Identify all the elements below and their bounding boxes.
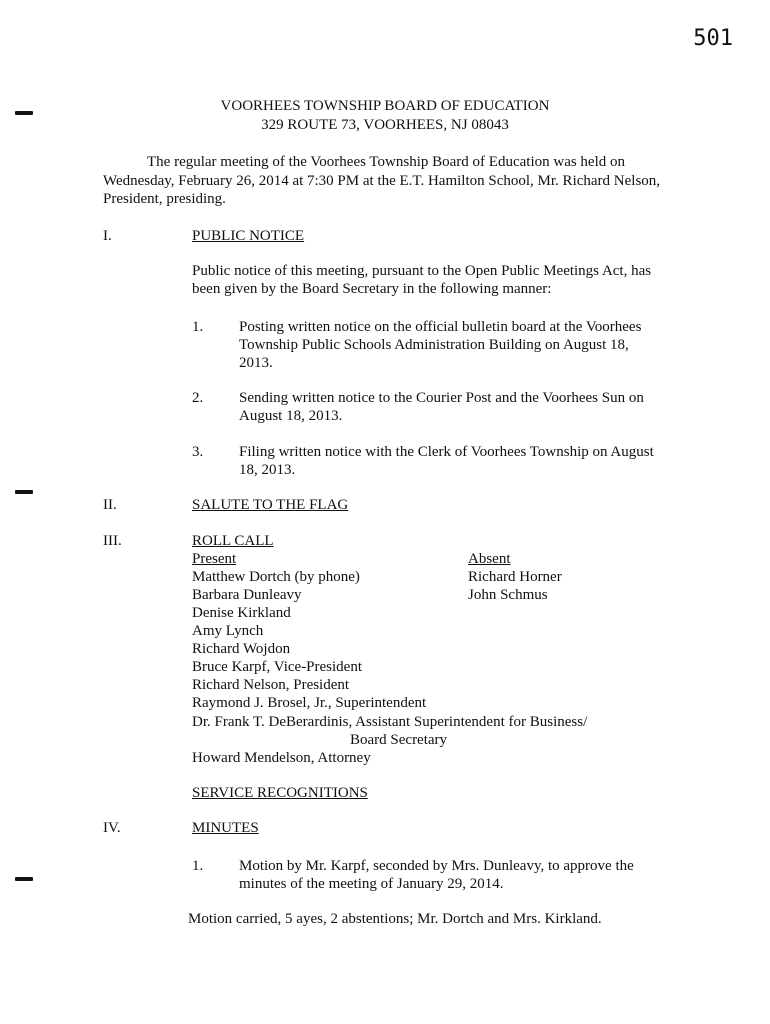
present-member: Barbara Dunleavy	[192, 587, 302, 603]
present-member: Bruce Karpf, Vice-President	[192, 659, 363, 675]
section-title-public-notice: PUBLIC NOTICE	[192, 228, 305, 244]
present-member: Dr. Frank T. DeBerardinis, Assistant Superintendent for Business/	[192, 714, 588, 730]
board-address-heading: 329 ROUTE 73, VOORHEES, NJ 08043	[261, 117, 509, 133]
notice-item-1-line-2: Township Public Schools Administration Building on August 18,	[239, 337, 629, 353]
minutes-item-number: 1.	[192, 858, 204, 874]
present-member: Raymond J. Brosel, Jr., Superintendent	[192, 695, 427, 711]
present-member: Denise Kirkland	[192, 605, 291, 621]
section-title-roll-call: ROLL CALL	[192, 533, 274, 549]
section-title-salute: SALUTE TO THE FLAG	[192, 497, 349, 513]
section-numeral-roll-call: III.	[103, 533, 122, 549]
notice-item-number: 1.	[192, 319, 204, 335]
intro-line-3: President, presiding.	[103, 191, 226, 207]
absent-label: Absent	[468, 551, 511, 567]
public-notice-text-line-1: Public notice of this meeting, pursuant to the Open Public Meetings Act, has	[192, 263, 652, 279]
present-label: Present	[192, 551, 237, 567]
minutes-item-1-line-2: minutes of the meeting of January 29, 2014.	[239, 876, 504, 892]
notice-item-1-line-1: Posting written notice on the official bulletin board at the Voorhees	[239, 319, 642, 335]
minutes-item-1-line-1: Motion by Mr. Karpf, seconded by Mrs. Dunleavy, to approve the	[239, 858, 634, 874]
board-name-heading: VOORHEES TOWNSHIP BOARD OF EDUCATION	[220, 98, 550, 114]
present-member: Richard Nelson, President	[192, 677, 350, 693]
notice-item-2-line-2: August 18, 2013.	[239, 408, 343, 424]
margin-mark	[15, 877, 33, 881]
present-member: Amy Lynch	[192, 623, 264, 639]
notice-item-1-line-3: 2013.	[239, 355, 273, 371]
public-notice-text-line-2: been given by the Board Secretary in the following manner:	[192, 281, 552, 297]
section-numeral-minutes: IV.	[103, 820, 121, 836]
margin-mark	[15, 490, 33, 494]
notice-item-number: 2.	[192, 390, 204, 406]
notice-item-number: 3.	[192, 444, 204, 460]
notice-item-3-line-2: 18, 2013.	[239, 462, 296, 478]
notice-item-2-line-1: Sending written notice to the Courier Post and the Voorhees Sun on	[239, 390, 644, 406]
section-numeral-salute: II.	[103, 497, 117, 513]
page-number: 501	[693, 26, 733, 51]
present-member-continuation: Board Secretary	[350, 732, 448, 748]
motion-result: Motion carried, 5 ayes, 2 abstentions; Mr. Dortch and Mrs. Kirkland.	[188, 911, 602, 927]
present-member: Richard Wojdon	[192, 641, 291, 657]
present-member: Howard Mendelson, Attorney	[192, 750, 371, 766]
intro-line-1: The regular meeting of the Voorhees Township Board of Education was held on	[147, 154, 626, 170]
absent-member: Richard Horner	[468, 569, 562, 585]
absent-member: John Schmus	[468, 587, 548, 603]
section-title-minutes: MINUTES	[192, 820, 259, 836]
intro-line-2: Wednesday, February 26, 2014 at 7:30 PM at the E.T. Hamilton School, Mr. Richard Nelson,	[103, 173, 661, 189]
section-title-service-recognitions: SERVICE RECOGNITIONS	[192, 785, 368, 801]
present-member: Matthew Dortch (by phone)	[192, 569, 360, 585]
section-numeral-public-notice: I.	[103, 228, 112, 244]
notice-item-3-line-1: Filing written notice with the Clerk of Voorhees Township on August	[239, 444, 654, 460]
